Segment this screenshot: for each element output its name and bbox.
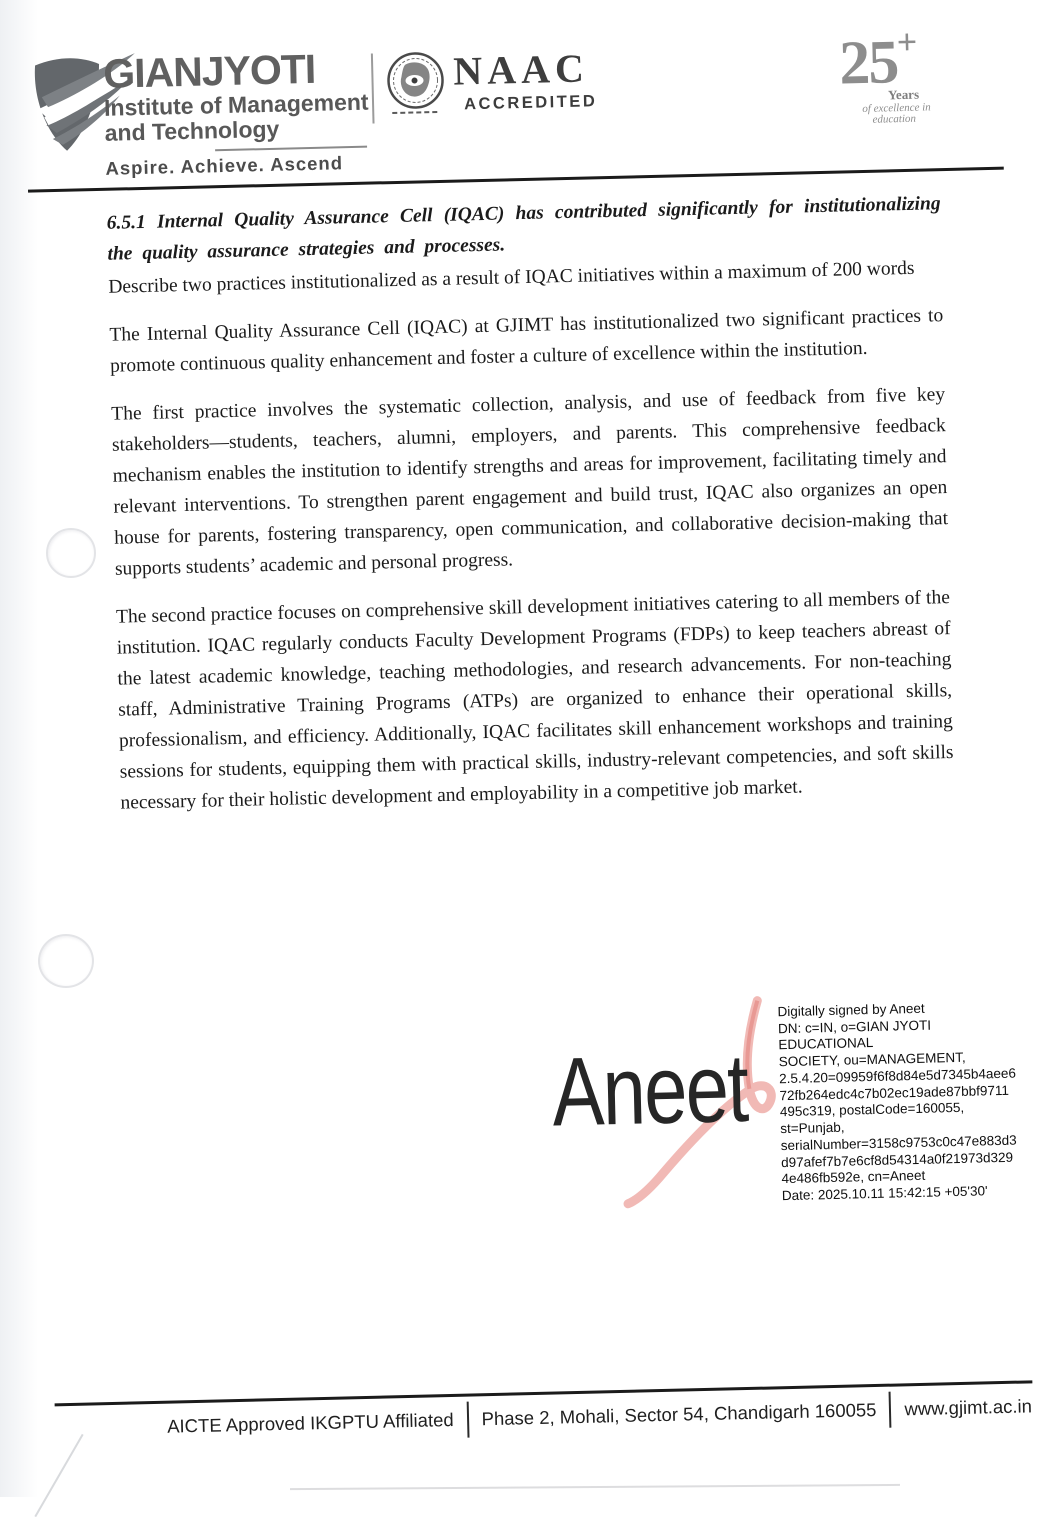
institute-name: GIANJYOTI bbox=[102, 45, 316, 97]
header-vertical-divider bbox=[371, 53, 375, 123]
years-of-excellence-badge bbox=[838, 19, 980, 127]
naac-title: NAAC bbox=[452, 45, 590, 94]
badge-years-label: Years bbox=[887, 86, 920, 103]
naac-emblem-icon bbox=[383, 50, 449, 124]
answer-paragraph: The Internal Quality Assurance Cell (IQAC) at GJIMT has institutionalized two significant practices to promote continuous quality enhancement and foster a culture of excellence within the institution. bbox=[109, 305, 944, 377]
question-statement: 6.5.1 Internal Quality Assurance Cell (IQAC) has contributed significantly for institutionalizing the quality assurance strategies and processes. bbox=[106, 193, 941, 265]
institute-wordmark bbox=[102, 45, 370, 180]
signature-certificate-details: Digitally signed by Aneet DN: c=IN, o=GIAN JYOTI EDUCATIONAL SOCIETY, ou=MANAGEMENT, 2.5.4.20=09959f6f8d84e5d7345b4aee6 72fb264edc4c7b02ec19ade87bbf9711 495c319, postalCode=160055, st=Punjab, serialNumber=3158c9753c0c47e883d3 d97afef7b7e6cf8d54314a0f21973d329 4e486fb592e, cn=Aneet Date: 2025.10.11 15:42:15 +05'30' bbox=[777, 1000, 1017, 1204]
answer-paragraph: The first practice involves the systematic collection, analysis, and use of feedback from five key stakeholders—students, teachers, alumni, employers, and parents. This comprehensive feedback mechanism enables the institution to identify strengths and areas for improvement, facilitating timely and relevant interventions. To strengthen parent engagement and build trust, IQAC also organizes an open house for parents, fostering transparency, open communication, and collaborative decision-making that supports students’ academic and personal progress. bbox=[111, 384, 949, 580]
footer-affiliation: AICTE Approved IKGPTU Affiliated bbox=[166, 1408, 454, 1437]
footer-separator bbox=[466, 1402, 469, 1438]
footer-separator bbox=[889, 1392, 892, 1428]
badge-number: 25 bbox=[838, 28, 899, 98]
institute-subtitle-line1: Institute of Management bbox=[103, 88, 369, 121]
wordmark-divider bbox=[215, 146, 367, 152]
signature-name: Aneet bbox=[551, 1032, 749, 1147]
footer-address: Phase 2, Mohali, Sector 54, Chandigarh 160055 bbox=[481, 1399, 877, 1430]
naac-accreditation-block bbox=[452, 45, 598, 114]
naac-accredited-label: ACCREDITED bbox=[463, 92, 598, 114]
answer-paragraph: The second practice focuses on comprehensive skill development initiatives catering to all members of the institution. IQAC regularly conducts Faculty Development Programs (FDPs) to keep teachers abreast of the latest academic knowledge, teaching methodologies, and research advancements. For non-teaching staff, Administrative Training Programs (ATPs) are organized to enhance their operational skills, professionalism, and efficiency. Additionally, IQAC facilitates skill enhancement workshops and training sessions for students, equipping them with practical skills, industry-relevant competencies, and soft skills necessary for their holistic development and employability in a competitive job market. bbox=[115, 587, 954, 814]
footer-website: www.gjimt.ac.in bbox=[904, 1395, 1033, 1420]
institute-subtitle-line2: and Technology bbox=[104, 116, 280, 147]
document-body bbox=[106, 188, 954, 818]
institute-tagline: Aspire. Achieve. Ascend bbox=[105, 152, 344, 179]
badge-subtext-line1: of excellence in bbox=[862, 101, 931, 115]
badge-plus-sign: + bbox=[896, 21, 918, 63]
question-instruction: Describe two practices institutionalized as a result of IQAC initiatives within a maximum of 200 words bbox=[108, 257, 915, 298]
badge-subtext-line2: education bbox=[872, 113, 917, 127]
